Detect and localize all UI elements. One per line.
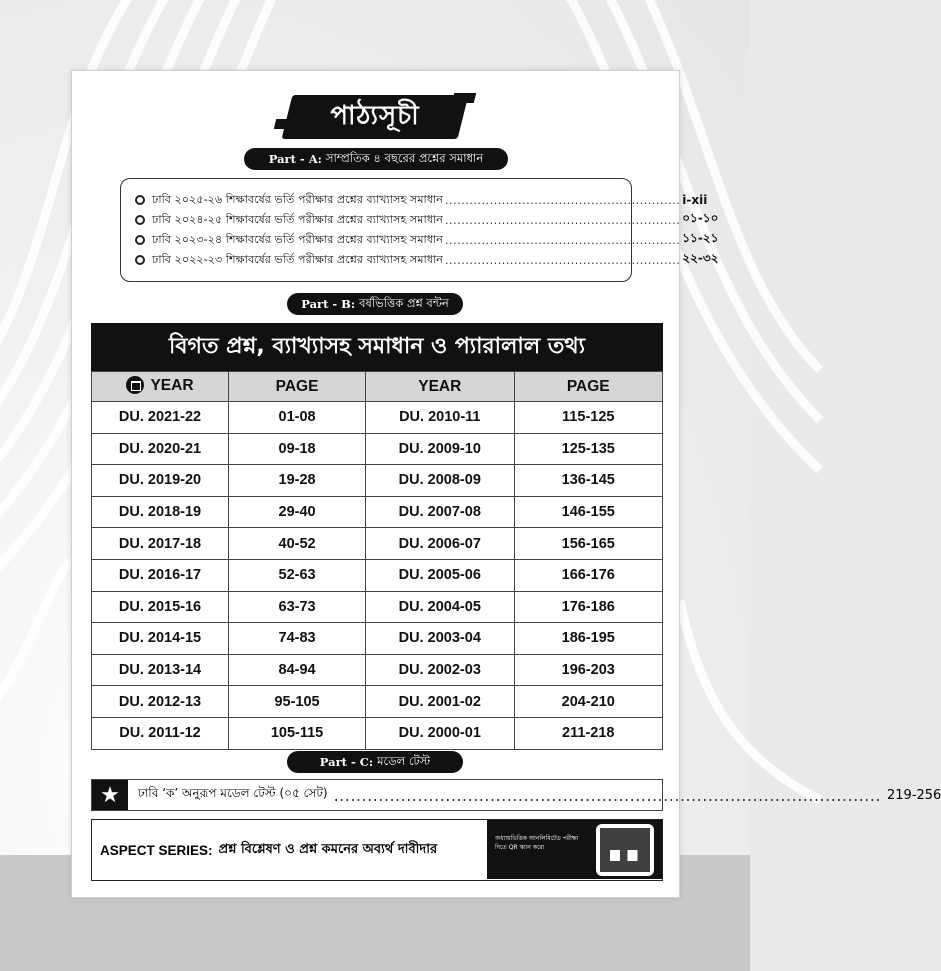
cell-page: 09-18: [229, 433, 366, 465]
cell-page: 74-83: [229, 623, 366, 655]
part-c-heading: [287, 751, 463, 773]
cell-year: DU. 2001-02: [366, 686, 514, 718]
cell-year: DU. 2016-17: [92, 559, 229, 591]
cell-page: 211-218: [514, 717, 662, 749]
qr-note: অধ্যায়ভিত্তিক আনলিমিটেড পরীক্ষা দিতে QR স্ক্যান করো: [495, 835, 579, 851]
table-row: [92, 465, 663, 497]
cell-page: 146-155: [514, 496, 662, 528]
part-a-label: Part - A:: [268, 152, 322, 166]
part-a-list: [120, 178, 719, 282]
qr-code-icon[interactable]: [596, 824, 654, 876]
column-header-year: YEAR: [366, 372, 514, 402]
aspect-series-footer: [91, 819, 663, 881]
part-c-item-text: ঢাবি ‘ক’ অনুরূপ মডেল টেস্ট (০৫ সেট): [138, 786, 328, 800]
table-row: [92, 686, 663, 718]
cell-page: 125-135: [514, 433, 662, 465]
leader-dots: ..........................................................: [444, 233, 681, 247]
table-row: [92, 717, 663, 749]
cell-page: 166-176: [514, 559, 662, 591]
part-c-label: Part - C:: [319, 755, 374, 769]
cell-year: DU. 2012-13: [92, 686, 229, 718]
column-header-page: PAGE: [514, 372, 662, 402]
table-row: [92, 402, 663, 434]
series-label: ASPECT SERIES:: [100, 842, 213, 858]
cell-page: 186-195: [514, 623, 662, 655]
cell-year: DU. 2002-03: [366, 654, 514, 686]
cell-year: DU. 2006-07: [366, 528, 514, 560]
table-row: [92, 528, 663, 560]
table-row: [92, 433, 663, 465]
cell-page: 19-28: [229, 465, 366, 497]
part-b-banner: বিগত প্রশ্ন, ব্যাখ্যাসহ সমাধান ও প্যারালাল তথ্য: [91, 323, 663, 371]
part-b-heading-text: বর্ষভিত্তিক প্রশ্ন বন্টন: [359, 295, 449, 310]
cell-year: DU. 2008-09: [366, 465, 514, 497]
cell-year: DU. 2014-15: [92, 623, 229, 655]
contents-page: [71, 70, 941, 898]
series-tagline: প্রশ্ন বিশ্লেষণ ও প্রশ্ন কমনের অব্যর্থ দাবীদার: [218, 841, 438, 857]
part-a-item-page: ১১-২১: [682, 231, 719, 245]
cell-year: DU. 2010-11: [366, 402, 514, 434]
circle-bullet-icon: [135, 255, 145, 265]
cell-year: DU. 2018-19: [92, 496, 229, 528]
cell-year: DU. 2003-04: [366, 623, 514, 655]
year-page-table: [91, 371, 663, 750]
part-c-item[interactable]: [91, 779, 941, 811]
part-a-item-page: i-xii: [682, 193, 708, 207]
cell-year: DU. 2011-12: [92, 717, 229, 749]
cell-page: 95-105: [229, 686, 366, 718]
table-row: [92, 623, 663, 655]
cell-page: 196-203: [514, 654, 662, 686]
leader-dots: ..........................................................: [444, 213, 681, 227]
table-row: [92, 654, 663, 686]
column-header-page: PAGE: [229, 372, 366, 402]
circle-bullet-icon: [135, 215, 145, 225]
book-icon: [126, 376, 144, 394]
cell-page: 84-94: [229, 654, 366, 686]
table-row: [92, 496, 663, 528]
part-a-item-text: ঢাবি ২০২৪-২৫ শিক্ষাবর্ষের ভর্তি পরীক্ষার প্রশ্নের ব্যাখ্যাসহ সমাধান: [152, 212, 443, 226]
cell-year: DU. 2004-05: [366, 591, 514, 623]
table-row: [92, 591, 663, 623]
leader-dots: ..........................................................: [444, 193, 681, 207]
table-row: [92, 559, 663, 591]
title-banner: [275, 85, 475, 141]
part-c-item-page: 219-256: [887, 787, 941, 803]
cell-year: DU. 2020-21: [92, 433, 229, 465]
cell-page: 52-63: [229, 559, 366, 591]
cell-page: 29-40: [229, 496, 366, 528]
part-a-item-page: ২২-৩২: [682, 251, 719, 265]
part-a-item[interactable]: [135, 230, 719, 250]
cell-page: 63-73: [229, 591, 366, 623]
cell-page: 204-210: [514, 686, 662, 718]
column-header-label: YEAR: [150, 377, 194, 395]
part-a-item-text: ঢাবি ২০২৩-২৪ শিক্ষাবর্ষের ভর্তি পরীক্ষার প্রশ্নের ব্যাখ্যাসহ সমাধান: [152, 232, 443, 246]
cell-year: DU. 2000-01: [366, 717, 514, 749]
cell-year: DU. 2017-18: [92, 528, 229, 560]
cell-year: DU. 2019-20: [92, 465, 229, 497]
part-a-item-page: ০১-১০: [682, 211, 719, 225]
cell-year: DU. 2005-06: [366, 559, 514, 591]
part-a-item-text: ঢাবি ২০২৫-২৬ শিক্ষাবর্ষের ভর্তি পরীক্ষার প্রশ্নের ব্যাখ্যাসহ সমাধান: [152, 192, 443, 206]
cell-year: DU. 2021-22: [92, 402, 229, 434]
cell-year: DU. 2015-16: [92, 591, 229, 623]
cell-page: 115-125: [514, 402, 662, 434]
part-b-heading: [287, 293, 463, 315]
cell-page: 176-186: [514, 591, 662, 623]
cell-year: DU. 2013-14: [92, 654, 229, 686]
cell-page: 01-08: [229, 402, 366, 434]
part-a-item[interactable]: [135, 250, 719, 270]
part-b-label: Part - B:: [301, 297, 356, 311]
qr-pattern: [600, 828, 650, 872]
cell-page: 105-115: [229, 717, 366, 749]
table-header-row: [92, 372, 663, 402]
table-body: [92, 402, 663, 750]
cell-page: 40-52: [229, 528, 366, 560]
part-a-item[interactable]: [135, 190, 708, 210]
part-a-heading: [244, 148, 508, 170]
cell-page: 136-145: [514, 465, 662, 497]
column-header-year: [92, 372, 229, 402]
circle-bullet-icon: [135, 235, 145, 245]
leader-dots: ..........................................................: [445, 253, 681, 267]
cell-year: DU. 2009-10: [366, 433, 514, 465]
part-c-heading-text: মডেল টেস্ট: [377, 753, 431, 768]
part-a-item-text: ঢাবি ২০২২-২৩ শিক্ষাবর্ষের ভর্তি পরীক্ষার প্রশ্নের ব্যাখ্যাসহ সমাধান: [152, 252, 443, 266]
circle-bullet-icon: [135, 195, 145, 205]
cell-year: DU. 2007-08: [366, 496, 514, 528]
star-icon: ★: [92, 780, 128, 810]
part-a-heading-text: সাম্প্রতিক ৪ বছরের প্রশ্নের সমাধান: [325, 150, 484, 165]
leader-dots: ..................................................................................................: [333, 785, 881, 805]
page-title: পাঠ্যসূচী: [330, 101, 420, 131]
cell-page: 156-165: [514, 528, 662, 560]
qr-panel: [487, 820, 662, 879]
part-a-item[interactable]: [135, 210, 719, 230]
